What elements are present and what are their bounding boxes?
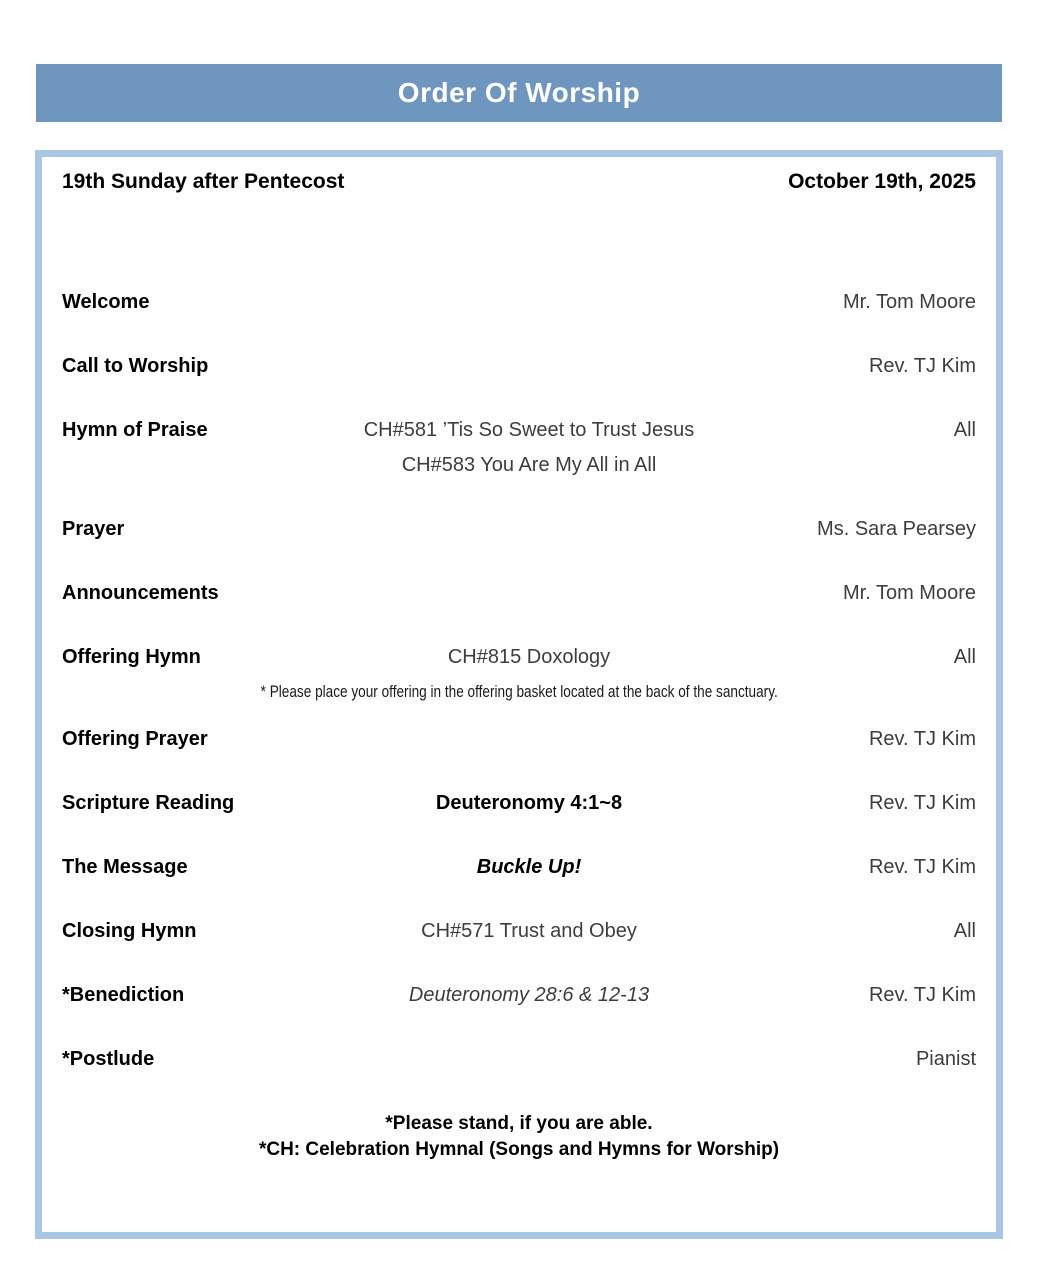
item-leader: Rev. TJ Kim [868, 856, 976, 878]
item-leader: Ms. Sara Pearsey [817, 518, 976, 540]
offering-note [62, 683, 976, 701]
service-date: October 19th, 2025 [788, 170, 976, 193]
item-leader: All [953, 920, 976, 942]
row-prayer [62, 517, 976, 541]
footnote-stand: *Please stand, if you are able. [385, 1113, 653, 1134]
footnote-hymnal: *CH: Celebration Hymnal (Songs and Hymns for Worship) [258, 1139, 780, 1160]
row-welcome [62, 290, 976, 314]
item-leader: All [953, 419, 976, 441]
item-label: Hymn of Praise [62, 419, 208, 441]
item-label: Welcome [62, 291, 150, 313]
bulletin-header [62, 170, 976, 194]
item-label: Announcements [62, 582, 219, 604]
item-label: The Message [62, 856, 188, 878]
hymn-line-1: CH#581 ’Tis So Sweet to Trust Jesus [363, 419, 695, 441]
item-label: *Postlude [62, 1048, 155, 1070]
item-detail: CH#571 Trust and Obey [421, 920, 637, 942]
item-label: Scripture Reading [62, 792, 235, 814]
row-hymn-of-praise [62, 418, 976, 477]
item-leader: Mr. Tom Moore [843, 582, 976, 604]
row-closing-hymn [62, 919, 976, 943]
row-the-message [62, 855, 976, 879]
item-label: Offering Prayer [62, 728, 208, 750]
row-call-to-worship [62, 354, 976, 378]
item-leader: Rev. TJ Kim [868, 984, 976, 1006]
sunday-title: 19th Sunday after Pentecost [62, 170, 345, 193]
item-label: Offering Hymn [62, 646, 201, 668]
item-detail: Deuteronomy 28:6 & 12-13 [408, 984, 650, 1006]
item-detail: CH#815 Doxology [447, 646, 611, 668]
page-title: Order Of Worship [397, 77, 641, 108]
row-offering-prayer [62, 727, 976, 751]
item-leader: Pianist [915, 1048, 976, 1070]
offering-note-text: * Please place your offering in the offering basket located at the back of the sanctuary. [260, 682, 778, 701]
row-postlude [62, 1047, 976, 1071]
item-detail [302, 418, 756, 477]
item-leader: Rev. TJ Kim [868, 355, 976, 377]
item-label: *Benediction [62, 984, 185, 1006]
hymn-line-2: CH#583 You Are My All in All [401, 454, 657, 476]
item-leader: Mr. Tom Moore [843, 291, 976, 313]
row-announcements [62, 581, 976, 605]
item-leader: Rev. TJ Kim [868, 792, 976, 814]
item-label: Call to Worship [62, 355, 209, 377]
item-leader: Rev. TJ Kim [868, 728, 976, 750]
order-of-worship-box [35, 150, 1003, 1239]
item-detail: Deuteronomy 4:1~8 [435, 792, 623, 814]
title-banner [36, 64, 1002, 122]
bulletin-footnotes [62, 1111, 976, 1163]
item-label: Prayer [62, 518, 125, 540]
row-scripture-reading [62, 791, 976, 815]
row-benediction [62, 983, 976, 1007]
item-detail: Buckle Up! [476, 856, 582, 878]
item-leader: All [953, 646, 976, 668]
row-offering-hymn [62, 645, 976, 669]
item-label: Closing Hymn [62, 920, 197, 942]
